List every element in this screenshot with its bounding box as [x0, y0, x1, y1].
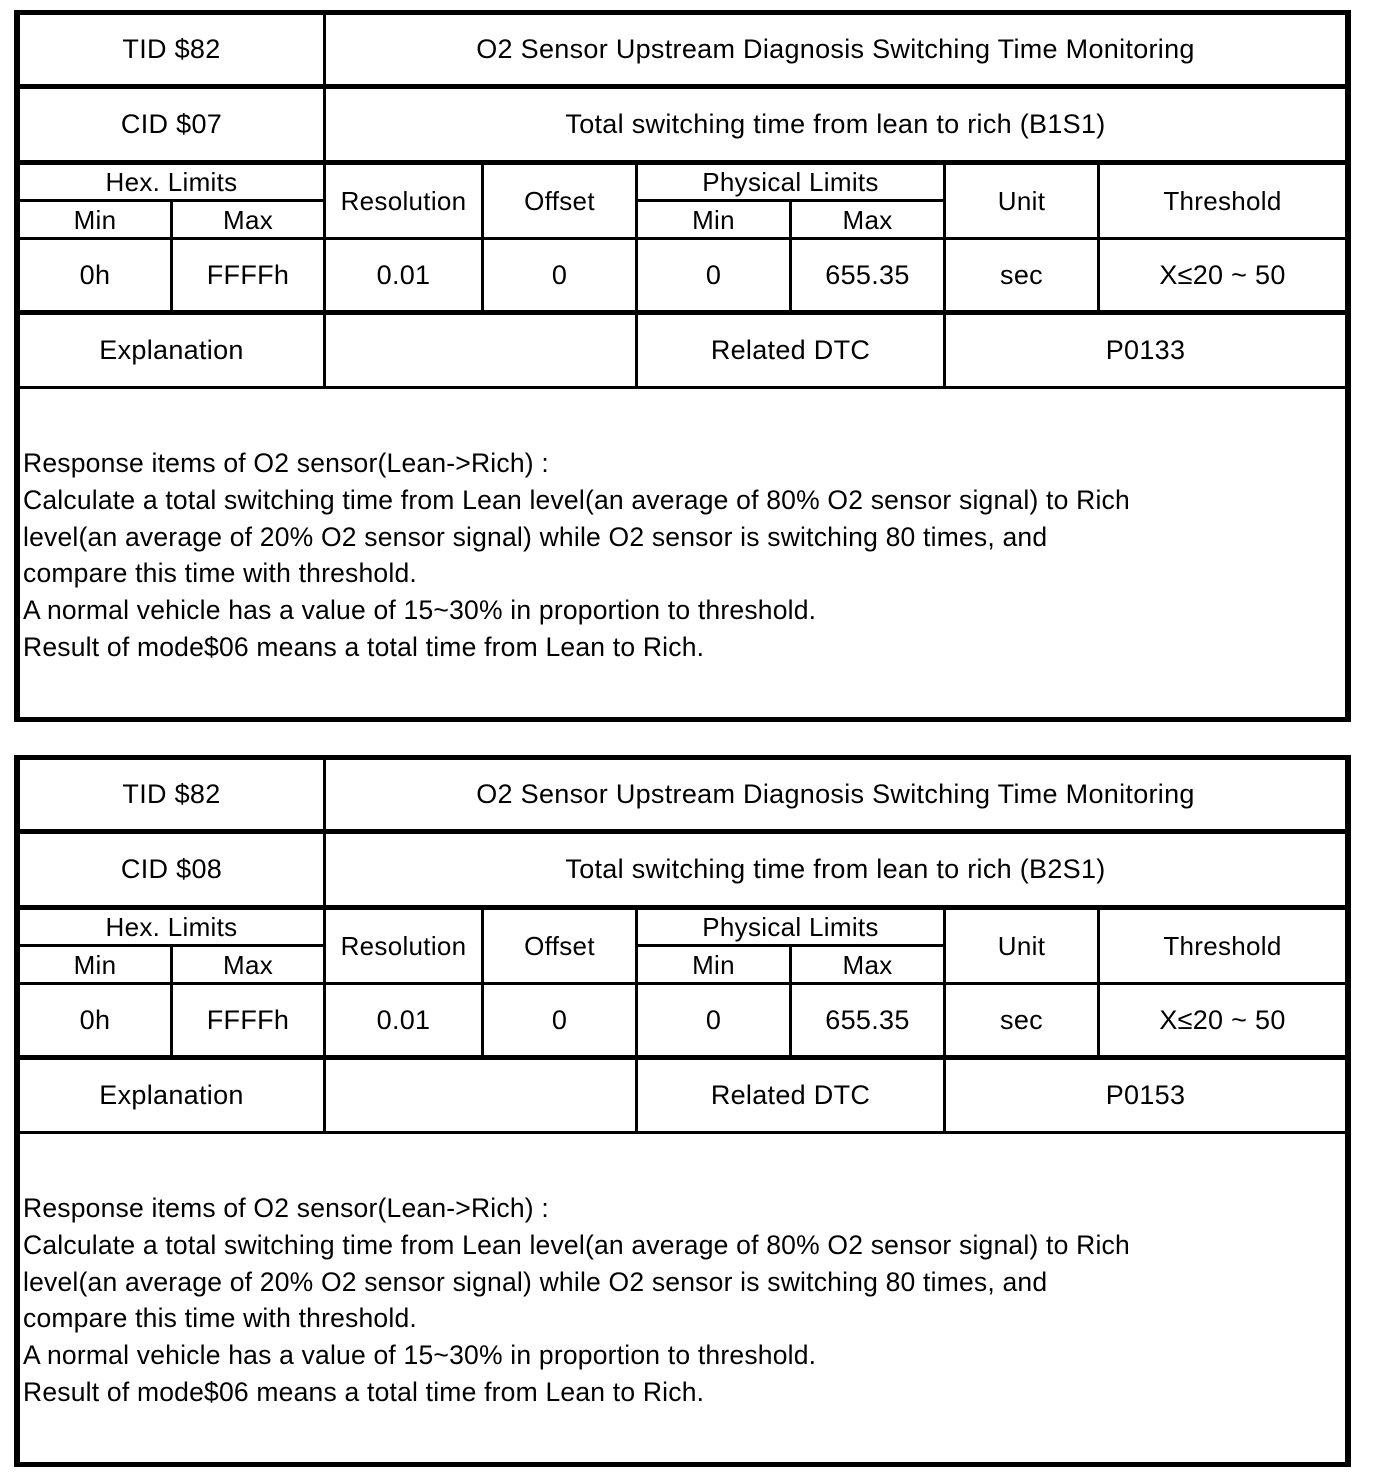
explanation-line: compare this time with threshold.: [23, 1303, 417, 1334]
physical-limits-header: Physical Limits: [702, 912, 879, 942]
explanation-value: [326, 1060, 635, 1131]
hex-max-header: Max: [222, 949, 274, 980]
hex-min-value: 0h: [79, 259, 111, 290]
resolution-header: Resolution: [340, 186, 467, 216]
unit-value: sec: [1000, 1004, 1043, 1035]
offset-header: Offset: [524, 186, 595, 216]
explanation-label: Explanation: [99, 335, 244, 365]
explanation-line: A normal vehicle has a value of 15~30% in proportion to threshold.: [23, 1340, 817, 1371]
explanation-line: compare this time with threshold.: [23, 558, 417, 589]
threshold-header: Threshold: [1163, 931, 1282, 961]
explanation-line: level(an average of 20% O2 sensor signal) while O2 sensor is switching 80 times, and: [23, 521, 1048, 552]
unit-header: Unit: [997, 931, 1046, 961]
offset-value: 0: [551, 259, 568, 290]
related-dtc-value: P0153: [1105, 1080, 1186, 1110]
related-dtc-label: Related DTC: [710, 1080, 871, 1110]
hex-min-header: Min: [73, 949, 117, 980]
cid-label: CID $07: [120, 109, 223, 139]
threshold-value: X≤20 ~ 50: [1159, 259, 1286, 290]
tid-label: TID $82: [122, 779, 221, 809]
unit-value: sec: [1000, 259, 1043, 290]
physical-max-value: 655.35: [825, 1004, 910, 1035]
explanation-value: [326, 315, 635, 386]
physical-min-header: Min: [692, 949, 735, 980]
physical-max-header: Max: [842, 204, 893, 235]
hex-min-header: Min: [73, 204, 117, 235]
explanation-line: Calculate a total switching time from Lean level(an average of 80% O2 sensor signal) to Rich: [23, 1229, 1130, 1260]
physical-max-header: Max: [842, 949, 893, 980]
physical-max-value: 655.35: [825, 259, 910, 290]
hex-limits-header: Hex. Limits: [105, 167, 238, 197]
resolution-header: Resolution: [340, 931, 467, 961]
threshold-header: Threshold: [1163, 186, 1282, 216]
physical-min-header: Min: [692, 204, 735, 235]
explanation-line: Calculate a total switching time from Lean level(an average of 80% O2 sensor signal) to Rich: [23, 484, 1130, 515]
hex-limits-header: Hex. Limits: [105, 912, 238, 942]
cid-description: Total switching time from lean to rich (B2S1): [565, 854, 1106, 884]
explanation-line: Response items of O2 sensor(Lean->Rich) :: [23, 1193, 549, 1223]
tid-description: O2 Sensor Upstream Diagnosis Switching Time Monitoring: [476, 779, 1195, 809]
physical-limits-header: Physical Limits: [702, 167, 879, 197]
monitor-table-cid-08: [14, 755, 1351, 1467]
explanation-line: Result of mode$06 means a total time from Lean to Rich.: [23, 1376, 705, 1407]
explanation-text: [23, 445, 1343, 666]
related-dtc-label: Related DTC: [710, 335, 871, 365]
explanation-label: Explanation: [99, 1080, 244, 1110]
tid-label: TID $82: [122, 34, 221, 64]
related-dtc-value: P0133: [1105, 335, 1186, 365]
offset-header: Offset: [524, 931, 595, 961]
explanation-line: Result of mode$06 means a total time from Lean to Rich.: [23, 631, 705, 662]
unit-header: Unit: [997, 186, 1046, 216]
tid-description: O2 Sensor Upstream Diagnosis Switching Time Monitoring: [476, 34, 1195, 64]
physical-min-value: 0: [705, 1004, 722, 1035]
hex-max-value: FFFFh: [206, 1004, 290, 1035]
explanation-line: Response items of O2 sensor(Lean->Rich) :: [23, 448, 549, 478]
hex-max-value: FFFFh: [206, 259, 290, 290]
explanation-line: level(an average of 20% O2 sensor signal) while O2 sensor is switching 80 times, and: [23, 1266, 1048, 1297]
monitor-table-cid-07: [14, 10, 1351, 722]
explanation-line: A normal vehicle has a value of 15~30% in proportion to threshold.: [23, 595, 817, 626]
resolution-value: 0.01: [376, 1004, 431, 1035]
resolution-value: 0.01: [376, 259, 431, 290]
cid-label: CID $08: [120, 854, 223, 884]
cid-description: Total switching time from lean to rich (B1S1): [565, 109, 1106, 139]
physical-min-value: 0: [705, 259, 722, 290]
hex-min-value: 0h: [79, 1004, 111, 1035]
offset-value: 0: [551, 1004, 568, 1035]
threshold-value: X≤20 ~ 50: [1159, 1004, 1286, 1035]
explanation-text: [23, 1190, 1343, 1411]
hex-max-header: Max: [222, 204, 274, 235]
